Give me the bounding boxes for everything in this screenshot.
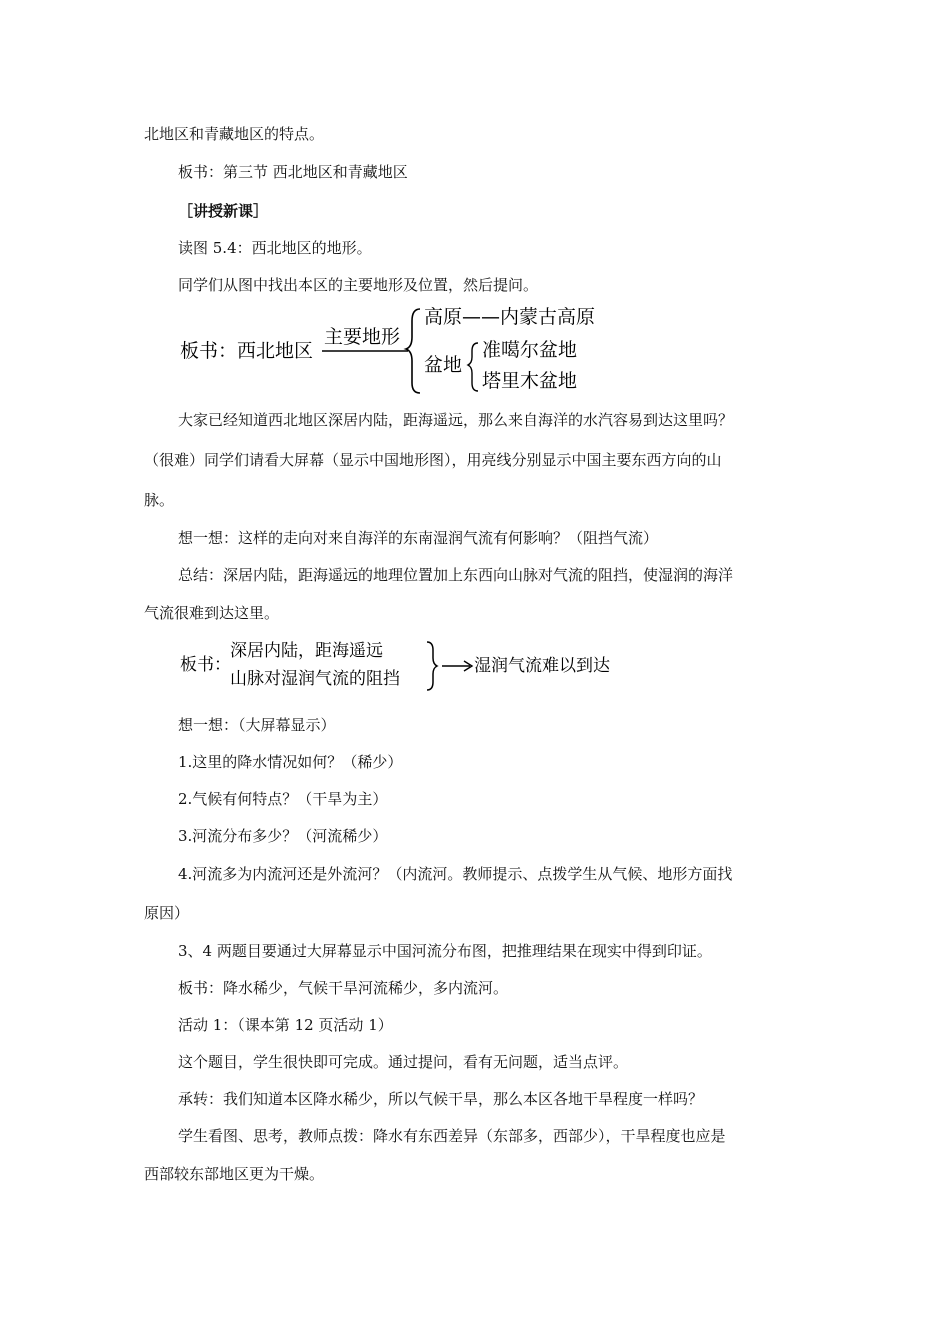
paragraph-river-map: 3、4 两题目要通过大屏幕显示中国河流分布图，把推理结果在现实中得到印证。 (178, 942, 712, 960)
paragraph-inland-question: 大家已经知道西北地区深居内陆，距海遥远，那么来自海洋的水汽容易到达这里吗？ (178, 411, 734, 429)
question-2: 2.气候有何特点？（干旱为主） (178, 790, 388, 808)
paragraph-summary-end: 气流很难到达这里。 (144, 604, 280, 622)
paragraph-transition: 承转：我们知道本区降水稀少，所以气候干旱，那么本区各地干旱程度一样吗？ (178, 1090, 704, 1108)
paragraph-intro-end: 北地区和青藏地区的特点。 (144, 125, 325, 143)
question-4-end: 原因） (144, 904, 190, 922)
board2-cause-mountains: 山脉对湿润气流的阻挡 (230, 669, 400, 689)
board-diagram-terrain (180, 303, 640, 395)
question-3: 3.河流分布多少？（河流稀少） (178, 827, 388, 845)
question-4: 4.河流多为内流河还是外流河？（内流河。教师提示、点拨学生从气候、地形方面找 (178, 865, 733, 883)
paragraph-activity-1: 活动 1：（课本第 12 页活动 1） (178, 1016, 393, 1034)
paragraph-inland-question-cont: （很难）同学们请看大屏幕（显示中国地形图），用亮线分别显示中国主要东西方向的山 (144, 451, 722, 469)
paragraph-student-thinking-end: 西部较东部地区更为干燥。 (144, 1165, 325, 1183)
board1-plateau: 高原——内蒙古高原 (424, 306, 596, 328)
paragraph-student-thinking: 学生看图、思考，教师点拨：降水有东西差异（东部多，西部少），干旱程度也应是 (178, 1127, 726, 1145)
board-diagram-causes (180, 636, 640, 694)
board1-basin-junggar: 准噶尔盆地 (482, 339, 578, 361)
paragraph-board-rainfall: 板书：降水稀少，气候干旱河流稀少，多内流河。 (178, 979, 509, 997)
paragraph-read-figure: 读图 5.4：西北地区的地形。 (178, 239, 372, 257)
paragraph-inland-question-end: 脉。 (144, 491, 175, 509)
paragraph-think-screen: 想一想：（大屏幕显示） (178, 716, 336, 734)
paragraph-activity-comment: 这个题目，学生很快即可完成。通过提问，看有无问题，适当点评。 (178, 1053, 629, 1071)
paragraph-find-terrain: 同学们从图中找出本区的主要地形及位置，然后提问。 (178, 276, 539, 294)
paragraph-summary: 总结：深居内陆，距海遥远的地理位置加上东西向山脉对气流的阻挡，使湿润的海洋 (178, 566, 734, 584)
paragraph-board-title: 板书：第三节 西北地区和青藏地区 (178, 163, 408, 181)
board2-result: 湿润气流难以到达 (474, 656, 610, 676)
section-heading-new-lesson: ［讲授新课］ (178, 202, 269, 220)
board1-basin-tarim: 塔里木盆地 (482, 370, 578, 392)
board1-topic: 主要地形 (324, 326, 401, 348)
question-1: 1.这里的降水情况如何？（稀少） (178, 753, 403, 771)
board2-prefix: 板书： (180, 655, 231, 675)
board1-prefix: 板书：西北地区 (180, 340, 314, 362)
paragraph-think-airflow: 想一想：这样的走向对来自海洋的东南湿润气流有何影响？（阻挡气流） (178, 529, 659, 547)
board2-cause-distance: 深居内陆，距海遥远 (230, 641, 383, 661)
board1-basin-label: 盆地 (424, 354, 463, 376)
